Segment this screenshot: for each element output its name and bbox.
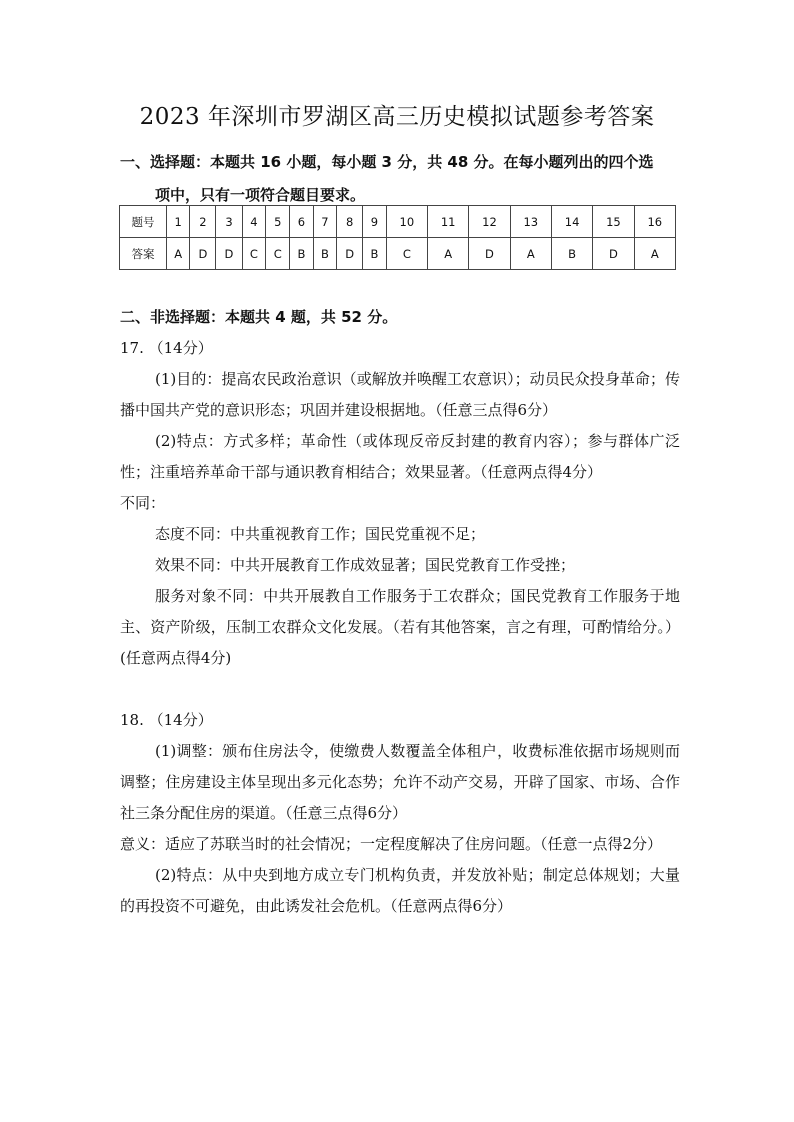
number-cell: 8	[337, 206, 363, 238]
row-label-answer: 答案	[120, 238, 167, 270]
answer-cell: D	[216, 238, 242, 270]
number-cell: 15	[593, 206, 634, 238]
answer-cell: A	[167, 238, 190, 270]
question-17-part-1: (1)目的：提高农民政治意识（或解放并唤醒工农意识）；动员民众投身革命；传播中国共产党的意识形态；巩固并建设根据地。（任意三点得6分）	[120, 370, 680, 419]
answer-cell: A	[510, 238, 551, 270]
answer-cell: C	[386, 238, 427, 270]
section-2-heading: 二、非选择题：本题共 4 题，共 52 分。	[120, 308, 398, 326]
page-title: 2023 年深圳市罗湖区高三历史模拟试题参考答案	[139, 104, 655, 130]
answer-cell: D	[469, 238, 510, 270]
number-cell: 1	[167, 206, 190, 238]
number-cell: 13	[510, 206, 551, 238]
number-cell: 3	[216, 206, 242, 238]
section-1-heading	[120, 146, 680, 212]
answer-cell: D	[593, 238, 634, 270]
answer-cell: A	[634, 238, 675, 270]
section-1-line-1: 一、选择题：本题共 16 小题，每小题 3 分，共 48 分。在每小题列出的四个选	[120, 153, 654, 171]
number-cell: 11	[427, 206, 468, 238]
answer-cell: B	[290, 238, 313, 270]
answer-cell: D	[190, 238, 216, 270]
question-18-heading: 18. （14分）	[120, 711, 213, 729]
answer-table	[119, 205, 676, 270]
question-18-significance: 意义：适应了苏联当时的社会情况；一定程度解决了住房问题。（任意一点得2分）	[120, 835, 663, 853]
number-cell: 6	[290, 206, 313, 238]
number-cell: 10	[386, 206, 427, 238]
answer-cell: B	[551, 238, 592, 270]
question-17-effect: 效果不同：中共开展教育工作成效显著；国民党教育工作受挫；	[155, 556, 576, 574]
number-cell: 4	[242, 206, 266, 238]
answer-cell: D	[337, 238, 363, 270]
question-17-part-2: (2)特点：方式多样；革命性（或体现反帝反封建的教育内容）；参与群体广泛性；注重培养革命干部与通识教育相结合；效果显著。（任意两点得4分）	[120, 432, 680, 481]
row-label-number: 题号	[120, 206, 167, 238]
question-17-attitude: 态度不同：中共重视教育工作；国民党重视不足；	[155, 525, 486, 543]
answer-cell: C	[242, 238, 266, 270]
number-cell: 14	[551, 206, 592, 238]
question-17-heading: 17. （14分）	[120, 339, 213, 357]
answer-cell: B	[363, 238, 386, 270]
answer-cell: C	[266, 238, 290, 270]
question-18-part-1: (1)调整：颁布住房法令，使缴费人数覆盖全体租户，收费标准依据市场规则而调整；住房建设主体呈现出多元化态势；允许不动产交易，开辟了国家、市场、合作社三条分配住房的渠道。（任意三点得6分）	[120, 742, 680, 822]
answer-table-answer-row	[120, 238, 676, 270]
number-cell: 9	[363, 206, 386, 238]
number-cell: 16	[634, 206, 675, 238]
question-17-difference-label: 不同：	[120, 494, 166, 512]
number-cell: 7	[313, 206, 336, 238]
question-17-block	[120, 333, 680, 674]
section-1-line-2: 项中，只有一项符合题目要求。	[155, 186, 366, 204]
number-cell: 2	[190, 206, 216, 238]
question-17-service-target: 服务对象不同：中共开展教自工作服务于工农群众；国民党教育工作服务于地主、资产阶级，压制工农群众文化发展。（若有其他答案，言之有理，可酌情给分。）(任意两点得4分)	[120, 587, 680, 667]
question-18-part-2: (2)特点：从中央到地方成立专门机构负责，并发放补贴；制定总体规划；大量的再投资不可避免，由此诱发社会危机。（任意两点得6分）	[120, 866, 680, 915]
answer-cell: B	[313, 238, 336, 270]
number-cell: 5	[266, 206, 290, 238]
question-18-block	[120, 705, 680, 922]
answer-cell: A	[427, 238, 468, 270]
number-cell: 12	[469, 206, 510, 238]
answer-table-number-row	[120, 206, 676, 238]
